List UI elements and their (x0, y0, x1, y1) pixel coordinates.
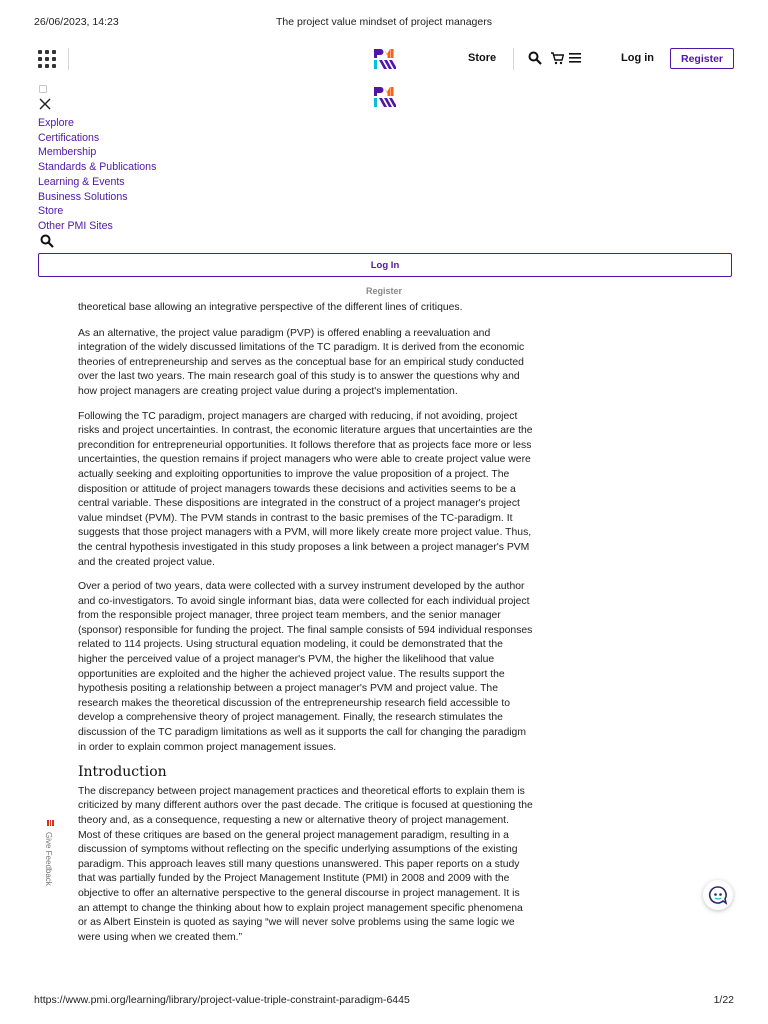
top-navigation-bar (0, 44, 768, 74)
menu-register-link[interactable]: Register (365, 286, 402, 296)
cart-icon[interactable] (548, 49, 566, 67)
print-page-number: 1/22 (713, 994, 734, 1006)
register-button[interactable]: Register (670, 48, 734, 69)
pmi-logo[interactable] (373, 86, 397, 108)
print-url: https://www.pmi.org/learning/library/project-value-triple-constraint-paradigm-6445 (34, 994, 410, 1006)
article-paragraph: The discrepancy between project management practices and theoretical efforts to explain them is criticized by many different authors over the past decade. The critique is focused at questioning the theory and, as a consequence, requesting a new or alternative theory of project management. Most of these critiques are based on the general project management paradigm, resulting in a discussion of symptoms without reflecting on the specific underlying assumptions of the existing paradigm. This approach leaves still many questions unanswered. This paper reports on a study that was partially funded by the Project Management Institute (PMI) in 2008 and 2009 with the objective to offer an alternative perspective to the general discourse in project management. It is an attempt to change the thinking about how to explain project management specific phenomena or as Albert Einstein is quoted as saying “we will never solve problems using the same logic we were using when we created them.” (78, 785, 533, 943)
divider (513, 48, 514, 70)
menu-item-membership[interactable]: Membership (38, 146, 97, 159)
feedback-label: Give Feedback (44, 832, 53, 886)
article-paragraph: Over a period of two years, data were collected with a survey instrument developed by the author and co-investigators. To avoid single informant bias, data were collected for each individual project from the responsible project manager, three project team members, and the senior manager (sponsor) responsible for funding the project. The final sample consists of 594 individual responses related to 114 projects. Using structural equation modeling, it could be demonstrated that the higher the perceived value of a project manager's PVM, the higher the likelihood that value opportunities are exploited and the higher the achieved project value. The results support the hypothesis positing a relationship between a project manager's PVM and project value. The research makes the theoretical discussion of the entrepreneurship research field accessible to develop a comprehensive theory of project management. Finally, the research stimulates the discussion of the TC paradigm limitations as well as it supports the call for changing the paradigm in order to explain common project management issues. (78, 581, 533, 753)
give-feedback-tab[interactable] (44, 820, 56, 890)
main-menu (38, 116, 156, 234)
chat-icon[interactable] (703, 880, 733, 910)
menu-item-explore[interactable]: Explore (38, 117, 74, 129)
section-heading-introduction: Introduction (78, 764, 167, 781)
menu-item-store[interactable]: Store (38, 205, 64, 218)
print-document-title: The project value mindset of project managers (276, 16, 492, 28)
menu-item-other-pmi-sites[interactable]: Other PMI Sites (38, 219, 113, 232)
menu-item-certifications[interactable]: Certifications (38, 131, 100, 144)
menu-item-business-solutions[interactable]: Business Solutions (38, 190, 128, 203)
feedback-icon (47, 820, 54, 826)
grid-icon[interactable] (38, 50, 56, 68)
divider (68, 48, 69, 70)
menu-login-button[interactable]: Log In (38, 253, 732, 277)
pmi-logo[interactable] (373, 48, 397, 70)
article-paragraph: theoretical base allowing an integrative perspective of the different lines of critiques. (78, 302, 463, 313)
store-link[interactable]: Store (468, 52, 497, 64)
login-link[interactable]: Log in (621, 52, 654, 64)
menu-item-standards-publications[interactable]: Standards & Publications (38, 161, 157, 174)
hamburger-icon[interactable] (566, 49, 584, 67)
search-icon[interactable] (526, 49, 544, 67)
print-footer (34, 994, 734, 1008)
menu-checkbox[interactable] (39, 85, 47, 93)
close-icon[interactable] (38, 97, 52, 111)
print-date: 26/06/2023, 14:23 (34, 16, 119, 28)
print-header (34, 16, 734, 30)
menu-item-learning-events[interactable]: Learning & Events (38, 175, 125, 188)
article-paragraph: As an alternative, the project value paradigm (PVP) is offered enabling a reevaluation and integration of the widely discussed limitations of the TC paradigm. It is derived from the economic theories of entrepreneurship and serves as the conceptual base for an empirical study conducted over the last two years. The main research goal of this study is to answer the questions why and how project managers are creating project value during a project's implementation. (78, 327, 525, 397)
article-paragraph: Following the TC paradigm, project managers are charged with reducing, if not avoiding, project risks and project uncertainties. In contrast, the economic literature argues that uncertainties are the precondition for entrepreneurial opportunities. It follows therefore that as projects face more or less uncertainties, the question remains if project managers who were able to create project value were actually seeking and exploiting opportunities to improve the value proposition of a project. The disposition or attitude of project managers towards these decisions and activities seems to be a central variable. These dispositions are integrated in the construct of a project manager's project value mindset (PVM). The PVM stands in contrast to the basic premises of the TC-paradigm. It suggests that those project managers with a PVM, will more likely create more project value. Thus, the central hypothesis investigated in this study proposes a link between a project manager's PVM and the created project value. (78, 410, 533, 568)
search-icon[interactable] (40, 234, 56, 250)
article-body (78, 301, 534, 955)
